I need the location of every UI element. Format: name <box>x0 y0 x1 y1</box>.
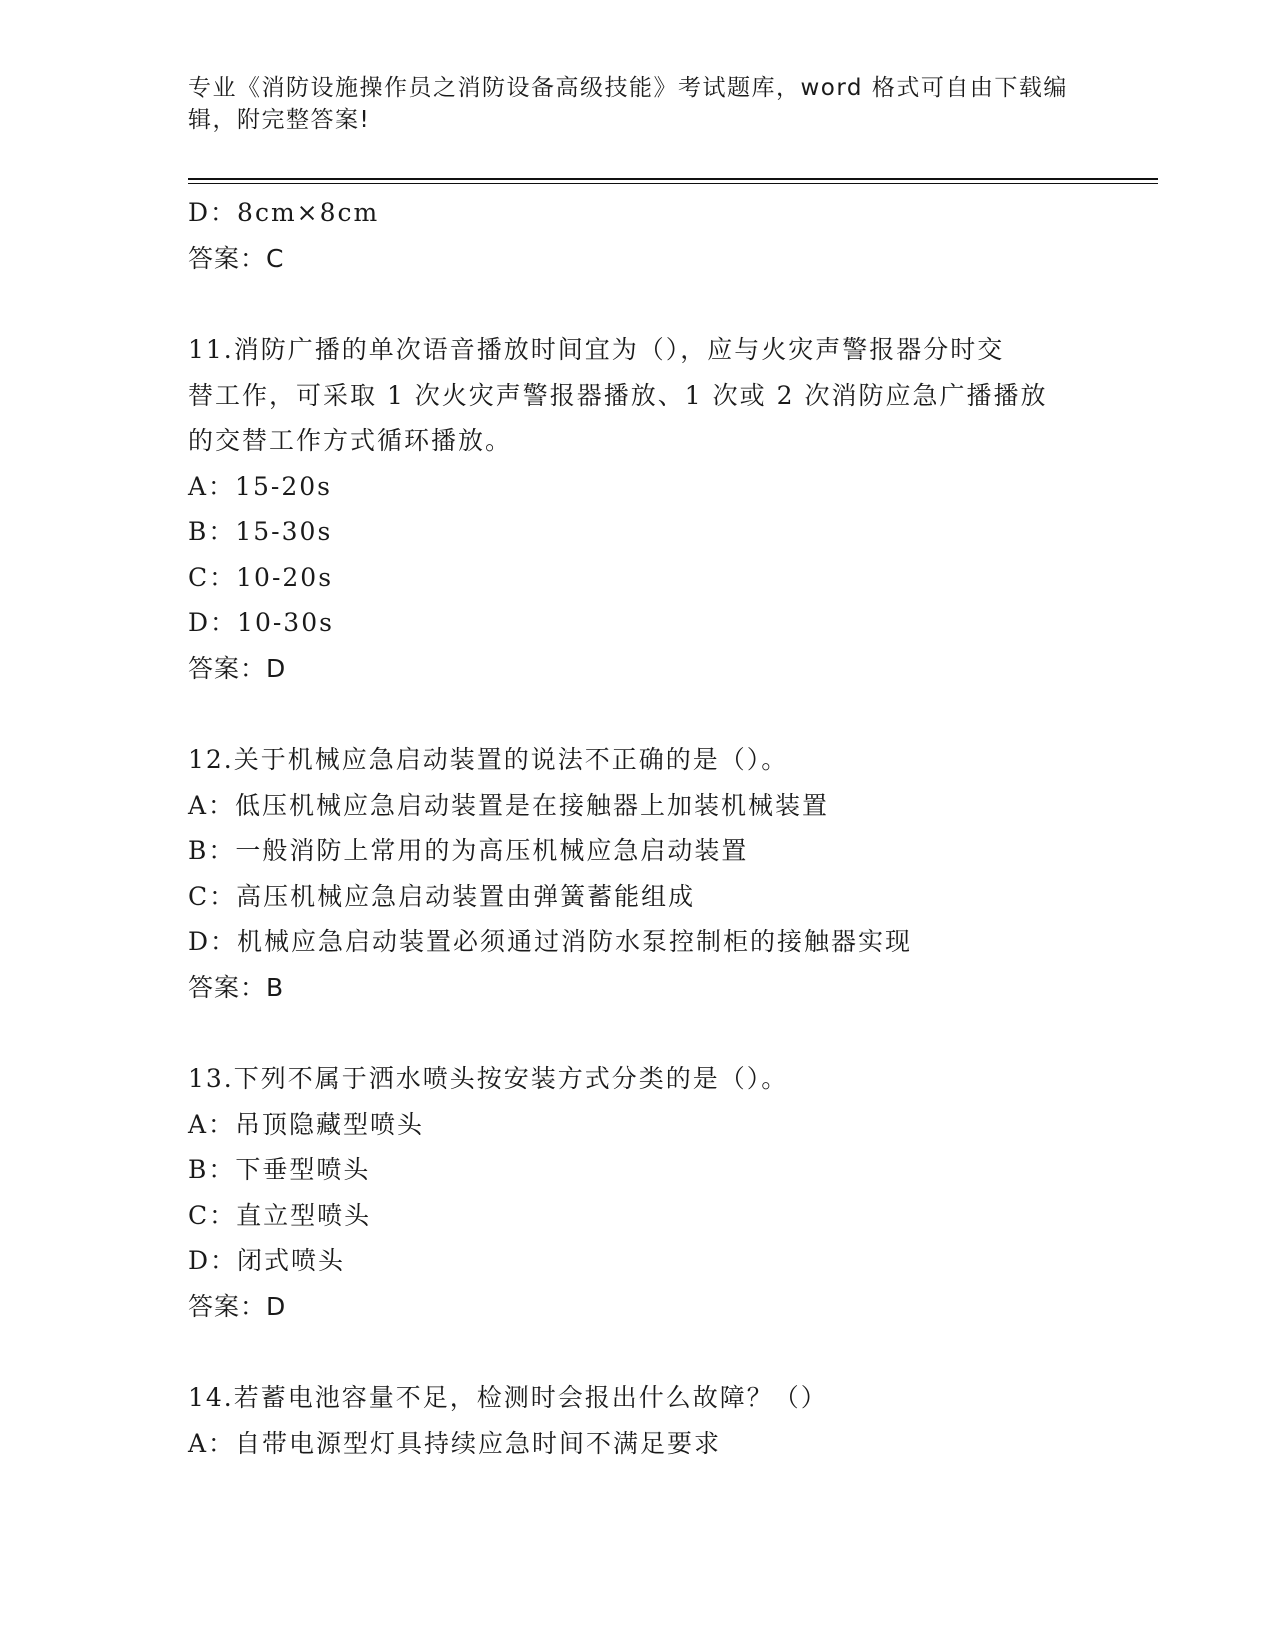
document-header <box>188 72 1068 136</box>
question-list <box>188 190 1088 1466</box>
q11-stem-line-2: 替工作，可采取 1 次火灾声警报器播放、1 次或 2 次消防应急广播播放 <box>188 380 1048 410</box>
q13-option-b: B：下垂型喷头 <box>188 1155 371 1184</box>
header-divider-thin <box>188 183 1158 184</box>
question-13 <box>188 1056 1088 1329</box>
q11-stem-line-3: 的交替工作方式循环播放。 <box>188 426 513 455</box>
q13-option-c: C：直立型喷头 <box>188 1200 372 1230</box>
q11-option-b: B：15-30s <box>188 517 333 546</box>
q12-option-b: B：一般消防上常用的为高压机械应急启动装置 <box>188 836 749 865</box>
q13-option-d: D：闭式喷头 <box>188 1246 346 1275</box>
q11-stem-line-1: 11.消防广播的单次语音播放时间宜为（），应与火灾声警报器分时交 <box>188 335 1005 364</box>
q14-option-a: A：自带电源型灯具持续应急时间不满足要求 <box>188 1428 722 1458</box>
q10-option-d: D：8cm×8cm <box>188 198 380 227</box>
header-line-1: 专业《消防设施操作员之消防设备高级技能》考试题库，word 格式可自由下载编 <box>188 75 1068 101</box>
q13-option-a: A：吊顶隐藏型喷头 <box>188 1109 425 1139</box>
q12-stem: 12.关于机械应急启动装置的说法不正确的是（）。 <box>188 745 789 774</box>
question-11 <box>188 327 1088 691</box>
q11-option-d: D：10-30s <box>188 608 334 637</box>
q12-option-a: A：低压机械应急启动装置是在接触器上加装机械装置 <box>188 790 830 820</box>
question-12 <box>188 737 1088 1010</box>
q12-option-d: D：机械应急启动装置必须通过消防水泵控制柜的接触器实现 <box>188 927 913 956</box>
q12-answer: 答案：B <box>188 972 285 1002</box>
q11-option-c: C：10-20s <box>188 562 334 592</box>
q12-option-c: C：高压机械应急启动装置由弹簧蓄能组成 <box>188 881 696 911</box>
q11-answer: 答案：D <box>188 653 287 683</box>
q10-answer: 答案：C <box>188 243 285 273</box>
q13-stem: 13.下列不属于洒水喷头按安装方式分类的是（）。 <box>188 1064 789 1093</box>
q11-option-a: A：15-20s <box>188 471 332 501</box>
q13-answer: 答案：D <box>188 1291 287 1321</box>
q14-stem: 14.若蓄电池容量不足，检测时会报出什么故障？（） <box>188 1383 828 1412</box>
header-line-2: 辑，附完整答案! <box>188 107 371 133</box>
header-divider-thick <box>188 178 1158 180</box>
question-10-tail <box>188 190 1088 281</box>
question-14 <box>188 1375 1088 1466</box>
